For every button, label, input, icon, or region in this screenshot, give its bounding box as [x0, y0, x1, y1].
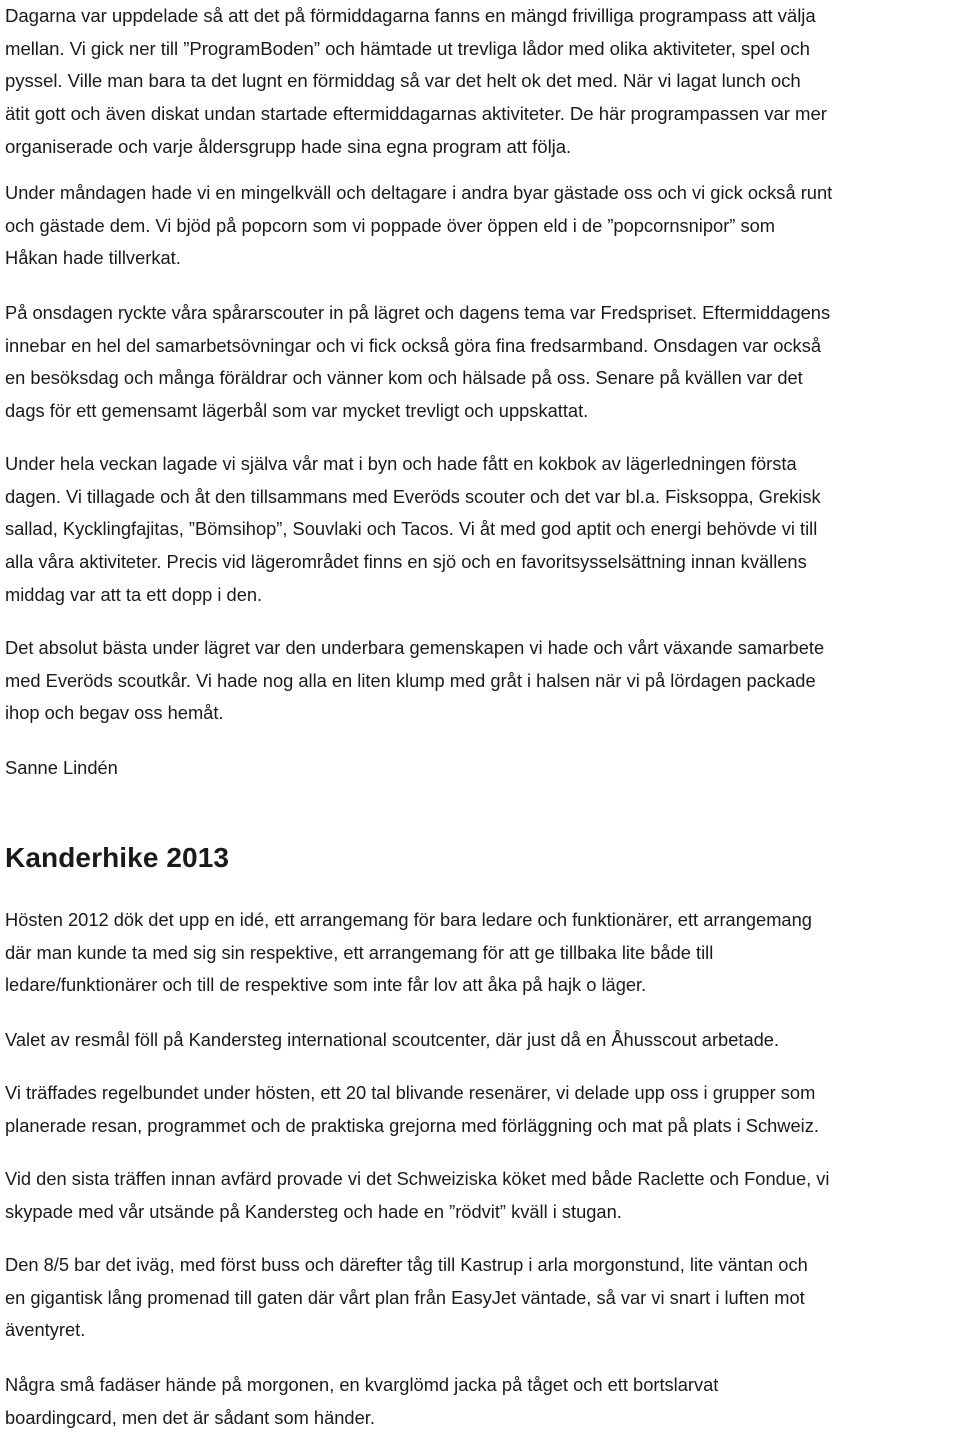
- text-line: Vid den sista träffen innan avfärd provade vi det Schweiziska köket med både Raclette och Fondue, vi: [5, 1168, 830, 1189]
- text-line: ledare/funktionärer och till de respektive som inte får lov att åka på hajk o läger.: [5, 974, 647, 996]
- text-line: äventyret.: [5, 1319, 86, 1341]
- text-line: Dagarna var uppdelade så att det på förmiddagarna fanns en mängd frivilliga programpass att välja: [5, 5, 816, 26]
- text-line: skypade med vår utsände på Kandersteg och hade en ”rödvit” kväll i stugan.: [5, 1200, 622, 1222]
- text-line: Det absolut bästa under lägret var den underbara gemenskapen vi hade och vårt växande samarbete: [5, 637, 825, 658]
- text-line: Under måndagen hade vi en mingelkväll och deltagare i andra byar gästade oss och vi gick också runt: [5, 182, 833, 203]
- author-signature: [5, 752, 118, 785]
- paragraph-autumn-idea: [5, 904, 812, 1002]
- text-line: Vi träffades regelbundet under hösten, ett 20 tal blivande resenärer, vi delade upp oss i grupper som: [5, 1082, 816, 1103]
- text-line: Den 8/5 bar det iväg, med först buss och därefter tåg till Kastrup i arla morgonstund, lite väntan och: [5, 1254, 808, 1275]
- text-line: med Everöds scoutkår. Vi hade nog alla en liten klump med gråt i halsen när vi på lördagen packade: [5, 669, 816, 691]
- paragraph-monday: [5, 177, 832, 275]
- paragraph-wednesday: [5, 297, 830, 428]
- text-line: Håkan hade tillverkat.: [5, 247, 181, 269]
- text-line: boardingcard, men det är sådant som händer.: [5, 1406, 375, 1428]
- text-line: middag var att ta ett dopp i den.: [5, 583, 263, 605]
- paragraph-best-part: [5, 632, 824, 730]
- paragraph-meetings: [5, 1077, 819, 1142]
- text-line: Under hela veckan lagade vi själva vår mat i byn och hade fått en kokbok av lägerledningen första: [5, 453, 797, 474]
- text-line: där man kunde ta med sig sin respektive, ett arrangemang för att ge tillbaka lite både till: [5, 941, 714, 963]
- section-heading-kanderhike: Kanderhike 2013: [5, 842, 230, 873]
- text-line: Hösten 2012 dök det upp en idé, ett arrangemang för bara ledare och funktionärer, ett arrangemang: [5, 909, 812, 930]
- paragraph-departure: [5, 1249, 808, 1347]
- text-line: ätit gott och även diskat undan startade eftermiddagarnas aktiviteter. De här programpassen var mer: [5, 103, 827, 125]
- paragraph-last-meeting: [5, 1163, 830, 1228]
- paragraph-mishaps: [5, 1369, 718, 1434]
- text-line: organiserade och varje åldersgrupp hade sina egna program att följa.: [5, 135, 572, 157]
- text-line: På onsdagen ryckte våra spårarscouter in på lägret och dagens tema var Fredspriset. Eftermiddagens: [5, 302, 831, 323]
- text-line: sallad, Kycklingfajitas, ”Bömsihop”, Souvlaki och Tacos. Vi åt med god aptit och energi behövde vi till: [5, 518, 818, 540]
- paragraph-destination: [5, 1024, 779, 1057]
- signature-text: Sanne Lindén: [5, 757, 118, 778]
- intro-paragraph-activities: [5, 0, 827, 163]
- text-line: Valet av resmål föll på Kandersteg international scoutcenter, där just då en Åhusscout arbetade.: [5, 1029, 780, 1050]
- text-line: en besöksdag och många föräldrar och vänner kom och hälsade på oss. Senare på kvällen var det: [5, 367, 803, 389]
- text-line: alla våra aktiviteter. Precis vid lägerområdet finns en sjö och en favoritsysselsättning innan kvällens: [5, 551, 807, 573]
- text-line: dagen. Vi tillagade och åt den tillsammans med Everöds scouter och det var bl.a. Fisksoppa, Grekisk: [5, 485, 821, 507]
- text-line: och gästade dem. Vi bjöd på popcorn som vi poppade över öppen eld i de ”popcornsnipor” som: [5, 214, 775, 236]
- text-line: innebar en hel del samarbetsövningar och vi fick också göra fina fredsarmband. Onsdagen var också: [5, 334, 821, 356]
- paragraph-food: [5, 448, 821, 611]
- text-line: mellan. Vi gick ner till ”ProgramBoden” och hämtade ut trevliga lådor med olika aktiviteter, spel och: [5, 37, 810, 59]
- text-line: ihop och begav oss hemåt.: [5, 702, 224, 724]
- text-line: planerade resan, programmet och de praktiska grejorna med förläggning och mat på plats i Schweiz.: [5, 1114, 819, 1136]
- text-line: en gigantisk lång promenad till gaten där vårt plan från EasyJet väntade, så var vi snart i luften mot: [5, 1286, 805, 1308]
- text-line: pyssel. Ville man bara ta det lugnt en förmiddag så var det helt ok det med. När vi lagat lunch och: [5, 70, 801, 92]
- text-line: Några små fadäser hände på morgonen, en kvarglömd jacka på tåget och ett bortslarvat: [5, 1374, 719, 1395]
- text-line: dags för ett gemensamt lägerbål som var mycket trevligt och uppskattat.: [5, 400, 589, 422]
